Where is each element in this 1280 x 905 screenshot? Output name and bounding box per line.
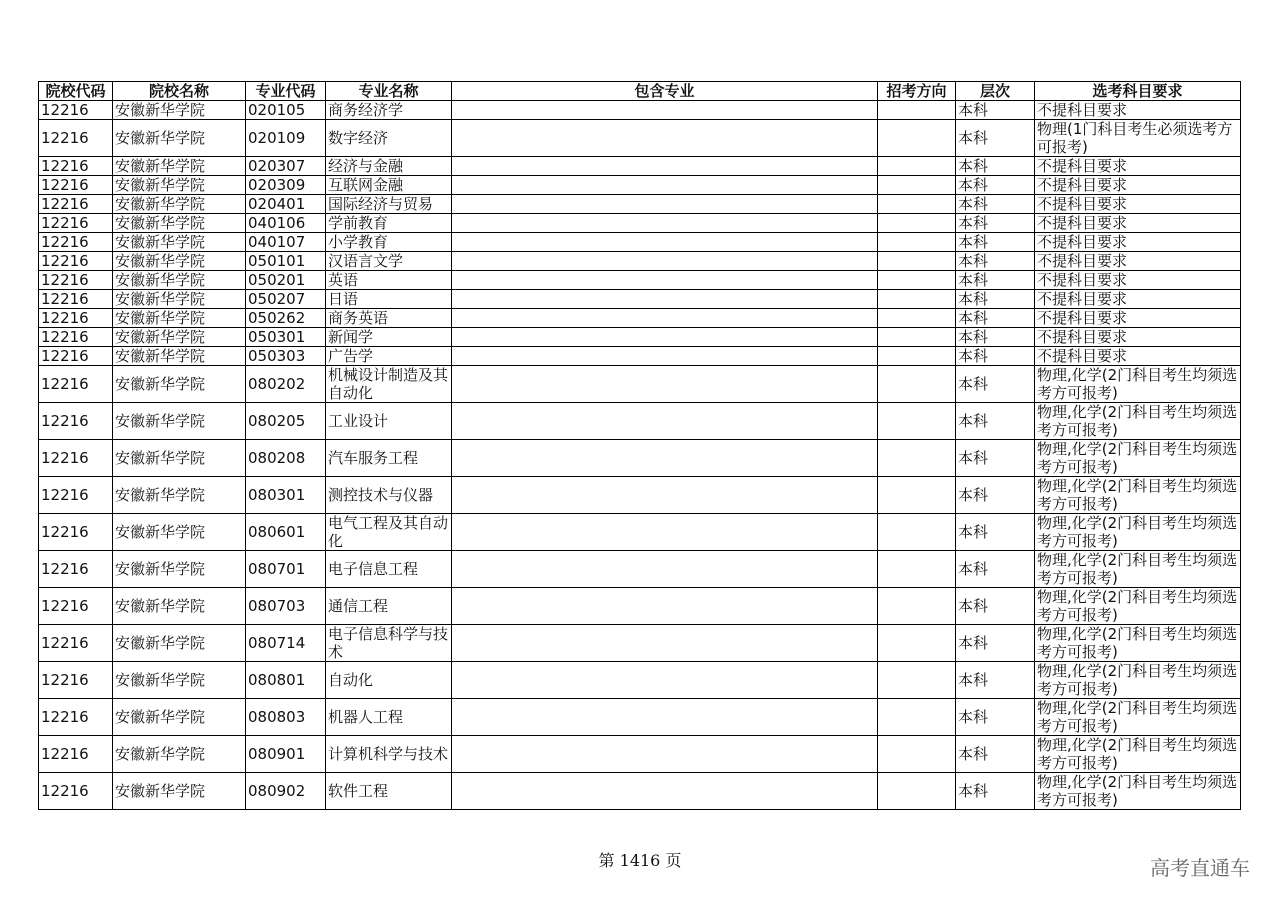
table-row [39, 699, 1241, 736]
level-cell: 本科 [956, 157, 1035, 176]
subject-requirement-cell: 不提科目要求 [1035, 309, 1241, 328]
included-majors-cell [452, 214, 878, 233]
direction-cell [878, 551, 956, 588]
school-name-cell: 安徽新华学院 [113, 662, 246, 699]
level-cell: 本科 [956, 176, 1035, 195]
direction-cell [878, 366, 956, 403]
major-code-cell: 080208 [246, 440, 326, 477]
subject-requirement-cell: 不提科目要求 [1035, 195, 1241, 214]
school-name-cell: 安徽新华学院 [113, 309, 246, 328]
column-header: 专业代码 [246, 82, 326, 101]
subject-requirement-cell: 物理,化学(2门科目考生均须选考方可报考) [1035, 440, 1241, 477]
included-majors-cell [452, 699, 878, 736]
level-cell: 本科 [956, 588, 1035, 625]
header-row [39, 82, 1241, 101]
level-cell: 本科 [956, 736, 1035, 773]
major-name-cell: 互联网金融 [326, 176, 452, 195]
school-code-cell: 12216 [39, 290, 113, 309]
included-majors-cell [452, 157, 878, 176]
subject-requirement-cell: 物理,化学(2门科目考生均须选考方可报考) [1035, 625, 1241, 662]
included-majors-cell [452, 233, 878, 252]
major-code-cell: 020109 [246, 120, 326, 157]
major-name-cell: 自动化 [326, 662, 452, 699]
level-cell: 本科 [956, 309, 1035, 328]
subject-requirement-cell: 不提科目要求 [1035, 233, 1241, 252]
level-cell: 本科 [956, 662, 1035, 699]
school-name-cell: 安徽新华学院 [113, 625, 246, 662]
table-row [39, 514, 1241, 551]
included-majors-cell [452, 773, 878, 810]
subject-requirement-cell: 不提科目要求 [1035, 157, 1241, 176]
direction-cell [878, 309, 956, 328]
major-name-cell: 新闻学 [326, 328, 452, 347]
major-code-cell: 040107 [246, 233, 326, 252]
school-code-cell: 12216 [39, 101, 113, 120]
school-name-cell: 安徽新华学院 [113, 195, 246, 214]
school-name-cell: 安徽新华学院 [113, 551, 246, 588]
major-name-cell: 商务经济学 [326, 101, 452, 120]
subject-requirement-cell: 物理,化学(2门科目考生均须选考方可报考) [1035, 366, 1241, 403]
level-cell: 本科 [956, 101, 1035, 120]
table-row [39, 403, 1241, 440]
subject-requirement-cell: 不提科目要求 [1035, 271, 1241, 290]
table-row [39, 736, 1241, 773]
direction-cell [878, 157, 956, 176]
included-majors-cell [452, 252, 878, 271]
level-cell: 本科 [956, 252, 1035, 271]
direction-cell [878, 271, 956, 290]
direction-cell [878, 440, 956, 477]
major-name-cell: 通信工程 [326, 588, 452, 625]
level-cell: 本科 [956, 477, 1035, 514]
included-majors-cell [452, 588, 878, 625]
level-cell: 本科 [956, 233, 1035, 252]
major-name-cell: 英语 [326, 271, 452, 290]
major-code-cell: 080901 [246, 736, 326, 773]
major-code-cell: 080803 [246, 699, 326, 736]
major-name-cell: 学前教育 [326, 214, 452, 233]
level-cell: 本科 [956, 440, 1035, 477]
school-name-cell: 安徽新华学院 [113, 440, 246, 477]
level-cell: 本科 [956, 271, 1035, 290]
major-code-cell: 020105 [246, 101, 326, 120]
table-row [39, 551, 1241, 588]
school-code-cell: 12216 [39, 699, 113, 736]
school-code-cell: 12216 [39, 309, 113, 328]
included-majors-cell [452, 366, 878, 403]
major-code-cell: 020307 [246, 157, 326, 176]
school-code-cell: 12216 [39, 736, 113, 773]
major-name-cell: 机器人工程 [326, 699, 452, 736]
level-cell: 本科 [956, 514, 1035, 551]
included-majors-cell [452, 347, 878, 366]
subject-requirement-cell: 物理,化学(2门科目考生均须选考方可报考) [1035, 699, 1241, 736]
table-row [39, 366, 1241, 403]
school-name-cell: 安徽新华学院 [113, 214, 246, 233]
included-majors-cell [452, 101, 878, 120]
subject-requirement-cell: 不提科目要求 [1035, 176, 1241, 195]
major-name-cell: 机械设计制造及其自动化 [326, 366, 452, 403]
direction-cell [878, 176, 956, 195]
major-code-cell: 080205 [246, 403, 326, 440]
column-header: 层次 [956, 82, 1035, 101]
table-body [39, 101, 1241, 810]
school-name-cell: 安徽新华学院 [113, 403, 246, 440]
major-code-cell: 080703 [246, 588, 326, 625]
subject-requirement-cell: 物理,化学(2门科目考生均须选考方可报考) [1035, 403, 1241, 440]
school-name-cell: 安徽新华学院 [113, 233, 246, 252]
major-name-cell: 测控技术与仪器 [326, 477, 452, 514]
included-majors-cell [452, 403, 878, 440]
major-name-cell: 国际经济与贸易 [326, 195, 452, 214]
school-name-cell: 安徽新华学院 [113, 699, 246, 736]
major-name-cell: 软件工程 [326, 773, 452, 810]
column-header: 招考方向 [878, 82, 956, 101]
subject-requirement-cell: 不提科目要求 [1035, 347, 1241, 366]
major-code-cell: 080701 [246, 551, 326, 588]
level-cell: 本科 [956, 328, 1035, 347]
level-cell: 本科 [956, 195, 1035, 214]
subject-requirement-cell: 不提科目要求 [1035, 101, 1241, 120]
subject-requirement-cell: 物理,化学(2门科目考生均须选考方可报考) [1035, 773, 1241, 810]
included-majors-cell [452, 176, 878, 195]
major-code-cell: 080601 [246, 514, 326, 551]
included-majors-cell [452, 271, 878, 290]
table-row [39, 588, 1241, 625]
subject-requirement-cell: 物理,化学(2门科目考生均须选考方可报考) [1035, 736, 1241, 773]
column-header: 院校代码 [39, 82, 113, 101]
school-name-cell: 安徽新华学院 [113, 477, 246, 514]
level-cell: 本科 [956, 366, 1035, 403]
direction-cell [878, 233, 956, 252]
direction-cell [878, 290, 956, 309]
major-code-cell: 050101 [246, 252, 326, 271]
major-code-cell: 050207 [246, 290, 326, 309]
school-code-cell: 12216 [39, 440, 113, 477]
school-code-cell: 12216 [39, 252, 113, 271]
school-name-cell: 安徽新华学院 [113, 328, 246, 347]
major-code-cell: 080301 [246, 477, 326, 514]
page-number: 第 1416 页 [598, 851, 682, 870]
major-code-cell: 040106 [246, 214, 326, 233]
major-name-cell: 工业设计 [326, 403, 452, 440]
school-name-cell: 安徽新华学院 [113, 347, 246, 366]
subject-requirement-cell: 物理,化学(2门科目考生均须选考方可报考) [1035, 551, 1241, 588]
school-code-cell: 12216 [39, 588, 113, 625]
subject-requirement-cell: 物理(1门科目考生必须选考方可报考) [1035, 120, 1241, 157]
direction-cell [878, 195, 956, 214]
included-majors-cell [452, 328, 878, 347]
school-code-cell: 12216 [39, 271, 113, 290]
level-cell: 本科 [956, 551, 1035, 588]
level-cell: 本科 [956, 625, 1035, 662]
direction-cell [878, 514, 956, 551]
table-row [39, 662, 1241, 699]
table-row [39, 625, 1241, 662]
major-name-cell: 小学教育 [326, 233, 452, 252]
included-majors-cell [452, 477, 878, 514]
subject-requirement-cell: 不提科目要求 [1035, 252, 1241, 271]
school-code-cell: 12216 [39, 176, 113, 195]
column-header: 院校名称 [113, 82, 246, 101]
table-row [39, 176, 1241, 195]
major-code-cell: 080202 [246, 366, 326, 403]
subject-requirement-cell: 物理,化学(2门科目考生均须选考方可报考) [1035, 588, 1241, 625]
major-name-cell: 数字经济 [326, 120, 452, 157]
major-code-cell: 020309 [246, 176, 326, 195]
major-code-cell: 020401 [246, 195, 326, 214]
level-cell: 本科 [956, 214, 1035, 233]
table-row [39, 773, 1241, 810]
table-row [39, 101, 1241, 120]
school-name-cell: 安徽新华学院 [113, 157, 246, 176]
school-code-cell: 12216 [39, 477, 113, 514]
table-row [39, 120, 1241, 157]
school-name-cell: 安徽新华学院 [113, 588, 246, 625]
school-code-cell: 12216 [39, 328, 113, 347]
included-majors-cell [452, 736, 878, 773]
school-code-cell: 12216 [39, 195, 113, 214]
watermark: 高考直通车 [1150, 856, 1250, 880]
table-row [39, 157, 1241, 176]
subject-requirement-cell: 物理,化学(2门科目考生均须选考方可报考) [1035, 662, 1241, 699]
level-cell: 本科 [956, 120, 1035, 157]
school-name-cell: 安徽新华学院 [113, 290, 246, 309]
direction-cell [878, 120, 956, 157]
subject-requirement-cell: 物理,化学(2门科目考生均须选考方可报考) [1035, 477, 1241, 514]
included-majors-cell [452, 195, 878, 214]
school-name-cell: 安徽新华学院 [113, 176, 246, 195]
direction-cell [878, 736, 956, 773]
direction-cell [878, 625, 956, 662]
direction-cell [878, 328, 956, 347]
school-code-cell: 12216 [39, 625, 113, 662]
direction-cell [878, 214, 956, 233]
table-row [39, 271, 1241, 290]
direction-cell [878, 588, 956, 625]
major-code-cell: 080902 [246, 773, 326, 810]
major-name-cell: 电子信息科学与技术 [326, 625, 452, 662]
school-name-cell: 安徽新华学院 [113, 773, 246, 810]
table-row [39, 309, 1241, 328]
table-row [39, 252, 1241, 271]
major-name-cell: 广告学 [326, 347, 452, 366]
school-name-cell: 安徽新华学院 [113, 271, 246, 290]
table-row [39, 290, 1241, 309]
school-code-cell: 12216 [39, 157, 113, 176]
major-code-cell: 080801 [246, 662, 326, 699]
level-cell: 本科 [956, 403, 1035, 440]
major-name-cell: 汽车服务工程 [326, 440, 452, 477]
school-code-cell: 12216 [39, 214, 113, 233]
major-name-cell: 电气工程及其自动化 [326, 514, 452, 551]
school-name-cell: 安徽新华学院 [113, 366, 246, 403]
major-name-cell: 经济与金融 [326, 157, 452, 176]
direction-cell [878, 101, 956, 120]
subject-requirement-cell: 物理,化学(2门科目考生均须选考方可报考) [1035, 514, 1241, 551]
school-name-cell: 安徽新华学院 [113, 120, 246, 157]
school-name-cell: 安徽新华学院 [113, 252, 246, 271]
major-name-cell: 汉语言文学 [326, 252, 452, 271]
direction-cell [878, 403, 956, 440]
major-name-cell: 日语 [326, 290, 452, 309]
school-code-cell: 12216 [39, 120, 113, 157]
included-majors-cell [452, 309, 878, 328]
major-name-cell: 电子信息工程 [326, 551, 452, 588]
included-majors-cell [452, 290, 878, 309]
school-code-cell: 12216 [39, 514, 113, 551]
column-header: 专业名称 [326, 82, 452, 101]
subject-requirement-cell: 不提科目要求 [1035, 328, 1241, 347]
major-name-cell: 计算机科学与技术 [326, 736, 452, 773]
direction-cell [878, 347, 956, 366]
included-majors-cell [452, 514, 878, 551]
level-cell: 本科 [956, 347, 1035, 366]
school-code-cell: 12216 [39, 403, 113, 440]
direction-cell [878, 699, 956, 736]
column-header: 包含专业 [452, 82, 878, 101]
level-cell: 本科 [956, 773, 1035, 810]
included-majors-cell [452, 440, 878, 477]
school-code-cell: 12216 [39, 662, 113, 699]
direction-cell [878, 252, 956, 271]
school-code-cell: 12216 [39, 366, 113, 403]
subject-requirement-cell: 不提科目要求 [1035, 290, 1241, 309]
school-code-cell: 12216 [39, 347, 113, 366]
level-cell: 本科 [956, 290, 1035, 309]
table-row [39, 233, 1241, 252]
major-code-cell: 050201 [246, 271, 326, 290]
included-majors-cell [452, 551, 878, 588]
level-cell: 本科 [956, 699, 1035, 736]
table-row [39, 477, 1241, 514]
direction-cell [878, 662, 956, 699]
table-row [39, 328, 1241, 347]
table-row [39, 195, 1241, 214]
table-row [39, 214, 1241, 233]
subject-requirement-cell: 不提科目要求 [1035, 214, 1241, 233]
major-code-cell: 050301 [246, 328, 326, 347]
school-name-cell: 安徽新华学院 [113, 736, 246, 773]
major-code-cell: 050262 [246, 309, 326, 328]
school-name-cell: 安徽新华学院 [113, 101, 246, 120]
school-code-cell: 12216 [39, 233, 113, 252]
table-row [39, 440, 1241, 477]
major-code-cell: 050303 [246, 347, 326, 366]
major-name-cell: 商务英语 [326, 309, 452, 328]
school-code-cell: 12216 [39, 551, 113, 588]
included-majors-cell [452, 120, 878, 157]
school-name-cell: 安徽新华学院 [113, 514, 246, 551]
column-header: 选考科目要求 [1035, 82, 1241, 101]
included-majors-cell [452, 662, 878, 699]
table-row [39, 347, 1241, 366]
direction-cell [878, 773, 956, 810]
admission-table [38, 81, 1241, 810]
school-code-cell: 12216 [39, 773, 113, 810]
direction-cell [878, 477, 956, 514]
included-majors-cell [452, 625, 878, 662]
major-code-cell: 080714 [246, 625, 326, 662]
